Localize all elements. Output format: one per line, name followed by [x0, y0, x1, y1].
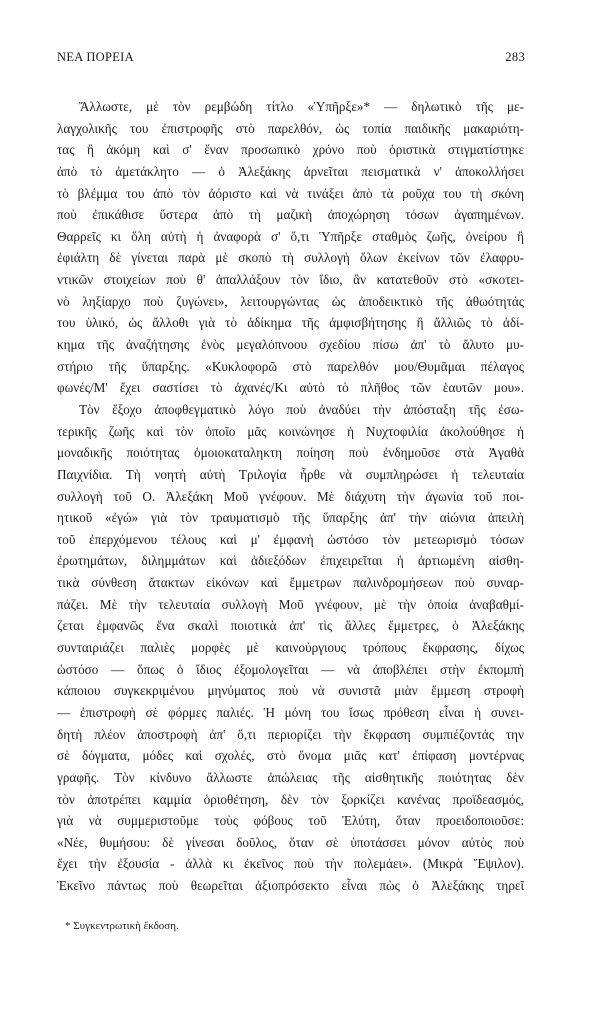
text-line: ζεται ἐμφανῶς ἕνα σκαλὶ ποιοτικὰ ἀπ' τὶς ἄλλες ἔμμετρες, ὁ Ἀλεξάκης — [57, 618, 524, 634]
running-title: ΝΕΑ ΠΟΡΕΙΑ — [57, 50, 134, 64]
text-line: Ἄλλωστε, μὲ τὸν ρεμβώδη τίτλο «Ὑπῆρξε»* — δηλωτικὸ τῆς με- — [79, 99, 524, 114]
text-line: τας ἢ ἀκόμη καὶ σ' ἕναν προσωπικὸ χρόνο ποὺ ὁριστικὰ στιγματίστηκε — [57, 142, 524, 158]
text-line: ἀπὸ τὸ ἀμετάκλητο — ὁ Ἀλεξάκης ἀρνεῖται πεισματικὰ ν' ἀποκολλήσει — [57, 163, 524, 179]
text-line: τοῦ ἐπερχόμενου τέλους καὶ μ' ἐμφανὴ ὡστόσο τὸν μετεωρισμὸ τόσων — [57, 531, 524, 547]
text-line: τερικῆς ζωῆς καὶ τὸν ὁποῖο μᾶς κοινώνησε ἡ Νυχτοφιλία ἀκολούθησε ἡ — [57, 423, 524, 439]
text-line: γραφῆς. Τὸν κίνδυνο ἄλλωστε ἀπώλειας τῆς αἰσθητικῆς ποιότητας δὲν — [57, 769, 524, 785]
text-line: ὡστόσο — ὅπως ὁ ἴδιος ἐξομολογεῖται — νὰ ἀποβλέπει στὴν ἐκπομπὴ — [57, 661, 524, 677]
text-line: του ὑλικό, ὡς ἄλλοθι γιὰ τὸ ἀδίκημα τῆς ἀμφισβήτησης ἢ ἄλλιῶς τὸ ἀδί- — [57, 315, 524, 331]
text-line: σὲ δόγματα, μόδες καὶ σχολές, στὸ ὄνομα μιᾶς κατ' ἐπίφαση μοντέρνας — [57, 748, 524, 764]
text-line: τικὰ σύνθεση ἄτακτων εἰκόνων καὶ ἔμμετρων παλινδρομήσεων ποὺ συναρ- — [57, 575, 524, 591]
text-line: κημα τῆς ἀναζήτησης ἑνὸς μεγαλόπνοου σχεδίου πίσω ἀπ' τὸ ἄλυτο μυ- — [57, 337, 524, 353]
text-line: Παιχνίδια. Τὴ νοητὴ αὐτὴ Τριλογία ἦρθε νὰ συμπληρώσει ἡ τελευταία — [57, 466, 524, 482]
text-line: «Νέε, θυμήσου: δὲ γίνεσαι δοῦλος, ὅταν σὲ ὑποτάσσει μόνον αὐτὸς ποὺ — [57, 834, 524, 850]
text-line: ητικοῦ «ἐγώ» γιὰ τὸν τραυματισμὸ τῆς ὕπαρξης ἀπ' τὴν αἰώνια ἀπειλὴ — [57, 510, 524, 526]
text-line: ἐρωτημάτων, διλημμάτων καὶ ἀδιεξόδων ἐπιχειρεῖται ἡ ἀρτιωμένη αἰσθη- — [57, 553, 524, 569]
text-line: λαγχολικῆς του ἐπιστροφῆς στὸ παρελθόν, ὡς τοπία παιδικῆς μακαριότη- — [57, 120, 524, 136]
text-line: τὸ βλέμμα του ἀπὸ τὸν ἀόριστο καὶ νὰ τινάξει ἀπὸ τὰ ροῦχα του τὴ σκόνη — [57, 185, 524, 201]
text-line: ἐφιάλτη δὲ γίνεται παρὰ μὲ σκοπὸ τὴ συλλογὴ ὅλων ἐκείνων τῶν ἐλαφρυ- — [57, 250, 524, 266]
text-line: δητὴ πλέον ἀποστροφὴ ἀπ' ὅ,τι περιορίζει τὴν ἔκφραση συμπιέζοντάς την — [57, 726, 524, 742]
body-text — [57, 96, 524, 897]
text-line: ποὺ ἐπικάθισε ὕστερα ἀπὸ τὴ μαζικὴ ἀποχώρηση τόσων ἀγαπημένων. — [57, 207, 524, 223]
text-line: φωνές/Μ' ἔχει σαστίσει τὸ ἀχανές/Κι αὐτὸ τὸ πλῆθος τῶν ἑαυτῶν μου». — [57, 380, 524, 396]
text-line: στήριο τῆς ὕπαρξης. «Κυκλοφορῶ στὸ παρελθόν μου/Θυμᾶμαι πέλαγος — [57, 358, 524, 374]
text-line: κάποιου συγκεκριμένου μηνύματος ποὺ νὰ συνιστᾶ μιὰν ἔμμεση στροφὴ — [57, 683, 524, 699]
text-line: τὸν ἀποτρέπει καμμία ὁριοθέτηση, δὲν τὸν ξορκίζει κανένας προϊδεασμός, — [57, 791, 524, 807]
text-line: Θαρρεῖς κι ὅλη αὐτὴ ἡ ἀναφορὰ σ' ὅ,τι Ὑπῆρξε σταθμὸς ζωῆς, ὀνείρου ἢ — [57, 228, 524, 244]
text-line: πάζει. Μὲ τὴν τελευταία συλλογὴ Μοῦ γνέφουν, μὲ τὴν ὁποία ἀναβαθμί- — [57, 596, 524, 612]
text-line: συλλογὴ τοῦ Ο. Ἀλεξάκη Μοῦ γνέφουν. Μὲ διάχυτη τὴν ἀγωνία τοῦ ποι- — [57, 488, 524, 504]
text-line: μοναδικῆς ποιότητας ὁμοιοκαταληκτη ποίηση ποὺ ἐνδημοῦσε στὰ Ἀγαθὰ — [57, 445, 524, 461]
text-line: συνταιριάζει παλιὲς μορφὲς μὲ καινούργιους τρόπους ἔκφρασης, δίχως — [57, 640, 524, 656]
page-number: 283 — [505, 50, 525, 64]
text-line: ἔχει τὴν ἐξουσία - ἀλλὰ κι ἐκεῖνος ποὺ τὴν πολεμάει». (Μικρὰ Ἔψιλον). — [57, 856, 524, 872]
running-header — [57, 50, 525, 65]
text-line: Ἐκεῖνο πάντως ποὺ θεωρεῖται ἀξιοπρόσεκτο εἶναι πὼς ὁ Ἀλεξάκης τηρεῖ — [57, 878, 524, 894]
text-line: νὸ ληξίαρχο ποὺ ζυγώνει», λειτουργώντας ὡς ἀποδεικτικὸ τῆς ἀθωότητάς — [57, 293, 524, 309]
footnote: * Συγκεντρωτικὴ ἔκδοση. — [65, 920, 179, 932]
text-line: — ἐπιστροφὴ σὲ φόρμες παλιές. Ἡ μόνη του ἴσως πρόθεση εἶναι ἡ συνει- — [57, 704, 524, 720]
text-line: γιὰ νὰ συμμεριστοῦμε τοὺς φόβους τοῦ Ἐλύτη, ὅταν προειδοποιοῦσε: — [57, 813, 524, 829]
text-line: Τὸν ἔξοχο ἀποφθεγματικὸ λόγο ποὺ ἀναδύει τὴν ἀπόσταξη τῆς ἐσω- — [79, 401, 524, 417]
text-line: ντικῶν στοιχείων ποὺ θ' ἀπαλλάξουν τὸν ἴδιο, ἂν κατατεθοῦν στὸ «σκοτει- — [57, 272, 524, 288]
